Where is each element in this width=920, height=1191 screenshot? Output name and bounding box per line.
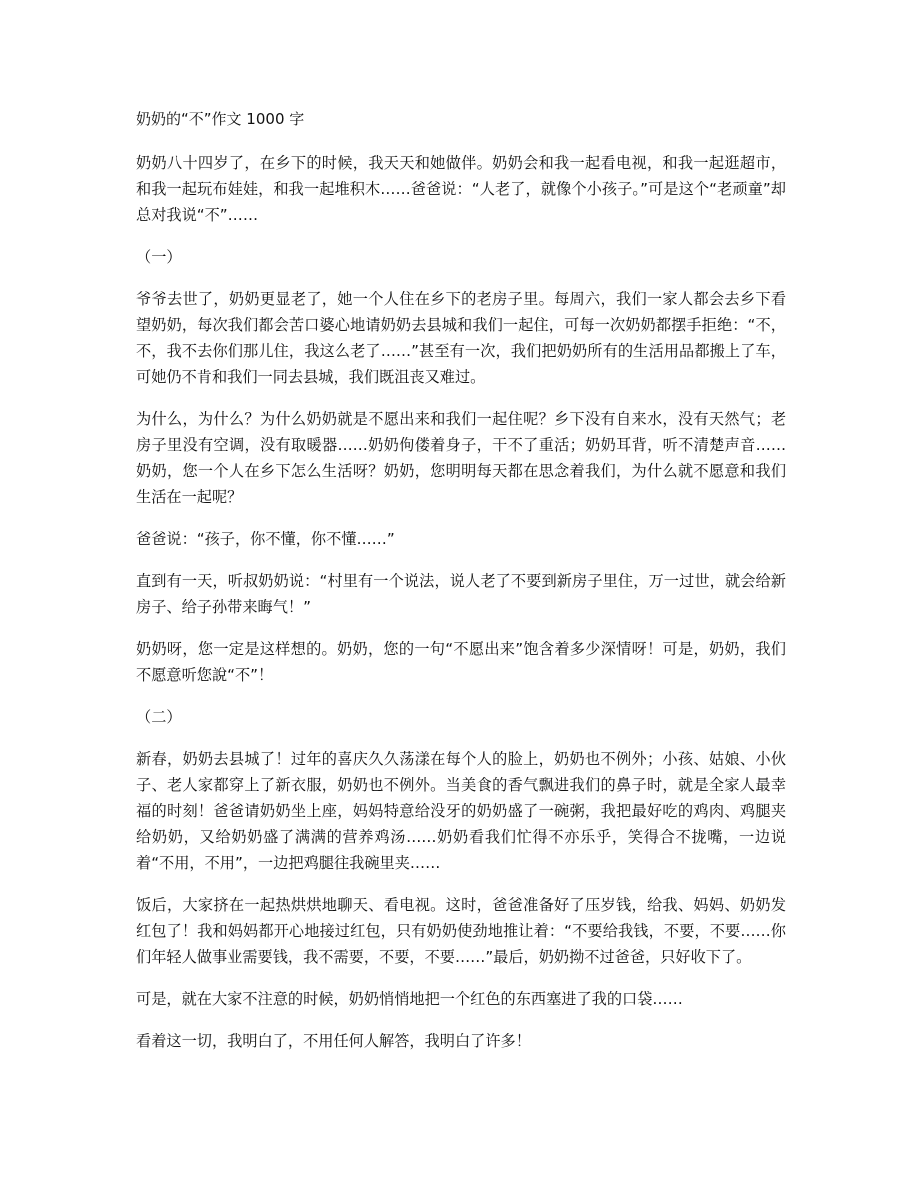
document-title: 奶奶的“不”作文 1000 字 (136, 110, 305, 128)
paragraph: 饭后，大家挤在一起热烘烘地聊天、看电视。这时，爸爸准备好了压岁钱，给我、妈妈、奶奶发红包了！我和妈妈都开心地接过红包，只有奶奶使劲地推让着：“不要给我钱，不要，不要……你们年轻人做事业需要钱，我不需要，不要，不要……”最后，奶奶拗不过爸爸，只好收下了。 (136, 896, 786, 966)
paragraph: 奶奶八十四岁了，在乡下的时候，我天天和她做伴。奶奶会和我一起看电视，和我一起逛超市，和我一起玩布娃娃，和我一起堆积木……爸爸说：“人老了，就像个小孩子。”可是这个“老顽童”却总对我说“不”…… (136, 154, 786, 224)
paragraph: 新春，奶奶去县城了！过年的喜庆久久荡漾在每个人的脸上，奶奶也不例外；小孩、姑娘、小伙子、老人家都穿上了新衣服，奶奶也不例外。当美食的香气飘进我们的鼻子时，就是全家人最幸福的时刻！爸爸请奶奶坐上座，妈妈特意给没牙的奶奶盛了一碗粥，我把最好吃的鸡肉、鸡腿夹给奶奶，又给奶奶盛了满满的营养鸡汤……奶奶看我们忙得不亦乐乎，笑得合不拢嘴，一边说着“不用，不用”，一边把鸡腿往我碗里夹…… (136, 750, 786, 872)
paragraph: 看着这一切，我明白了，不用任何人解答，我明白了许多！ (136, 1032, 531, 1050)
section-heading: （一） (136, 248, 182, 266)
paragraph: 奶奶呀，您一定是这样想的。奶奶，您的一句“不愿出来”饱含着多少深情呀！可是，奶奶，我们不愿意听您說“不”！ (136, 640, 786, 684)
paragraph: 爷爷去世了，奶奶更显老了，她一个人住在乡下的老房子里。每周六，我们一家人都会去乡下看望奶奶，每次我们都会苦口婆心地请奶奶去县城和我们一起住，可每一次奶奶都摆手拒绝：“不，不，我不去你们那儿住，我这么老了……”甚至有一次，我们把奶奶所有的生活用品都搬上了车，可她仍不肯和我们一同去县城，我们既沮丧又难过。 (136, 290, 786, 386)
section-heading: （二） (136, 708, 182, 726)
paragraph: 爸爸说：“孩子，你不懂，你不懂……” (136, 530, 395, 548)
paragraph: 为什么，为什么？为什么奶奶就是不愿出来和我们一起住呢？乡下没有自来水，没有天然气；老房子里没有空调，没有取暖器……奶奶佝偻着身子，干不了重活；奶奶耳背，听不清楚声音……奶奶，您一个人在乡下怎么生活呀？奶奶，您明明每天都在思念着我们，为什么就不愿意和我们生活在一起呢？ (136, 410, 786, 506)
paragraph: 可是，就在大家不注意的时候，奶奶悄悄地把一个红色的东西塞进了我的口袋…… (136, 990, 683, 1008)
paragraph: 直到有一天，听叔奶奶说：“村里有一个说法，说人老了不要到新房子里住，万一过世，就会给新房子、给子孙带来晦气！” (136, 572, 786, 616)
document-body (136, 106, 786, 1070)
